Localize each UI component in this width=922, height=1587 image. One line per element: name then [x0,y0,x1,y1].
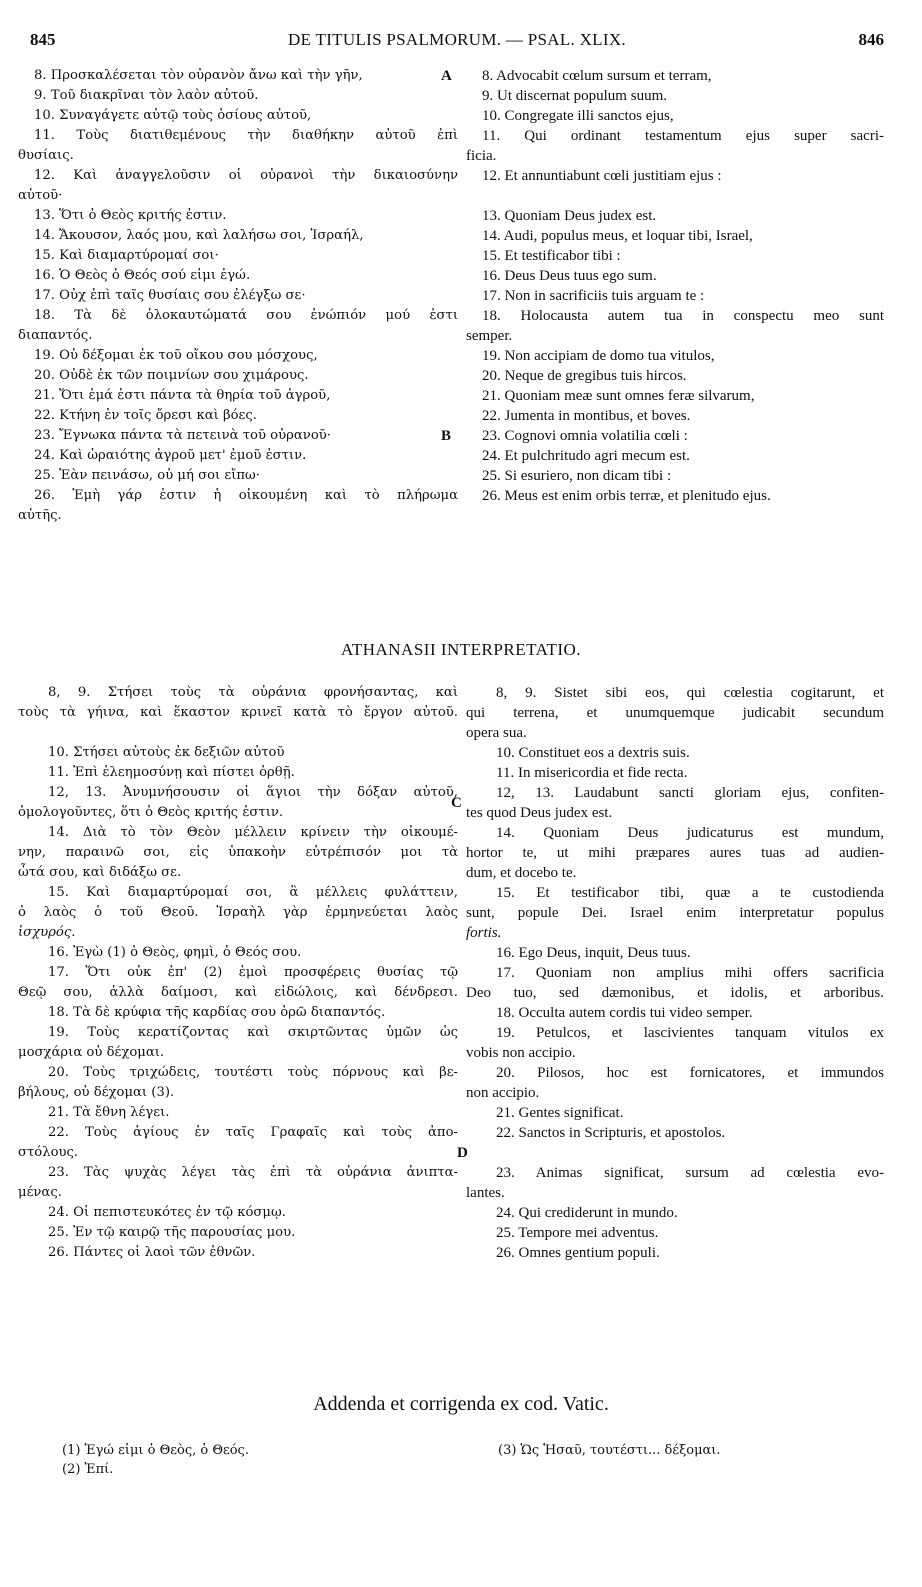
verse-line: 14. Διὰ τὸ τὸν Θεὸν μέλλειν κρίνειν τὴν οἰκουμέ- [48,825,458,840]
verse-line: vobis non accipio. [466,1045,576,1061]
verse-line: ὁμολογοῦντες, ὅτι ὁ Θεὸς κριτής ἐστιν. [18,805,284,820]
verse-line: 17. Οὐχ ἐπὶ ταῖς θυσίαις σου ἐλέγξω σε· [34,288,306,303]
verse-line: 22. Sanctos in Scripturis, et apostolos. [496,1125,726,1141]
verse-line: 19. Petulcos, et lascivientes tanquam vitulos ex [496,1025,884,1041]
verse-line: 14. Ἄκουσον, λαός μου, καὶ λαλήσω σοι, Ἰσραήλ, [34,228,364,243]
verse-line: 21. Τὰ ἔθνη λέγει. [48,1105,170,1120]
verse-line: στόλους. [18,1145,79,1160]
verse-line: 17. Quoniam non amplius mihi offers sacrificia [496,965,884,981]
verse-line: 21. Quoniam meæ sunt omnes feræ silvarum, [482,388,755,404]
verse-line: 18. Holocausta autem tua in conspectu meo sunt [482,308,884,324]
verse-line: 10. Συναγάγετε αὐτῷ τοὺς ὁσίους αὐτοῦ, [34,108,312,123]
verse-line: αὐτῆς. [18,508,62,523]
verse-line: 11. Τοὺς διατιθεμένους τὴν διαθήκην αὐτοῦ ἐπὶ [34,128,458,143]
verse-line: 26. Omnes gentium populi. [496,1245,660,1261]
margin-marker-a: A [441,68,452,84]
verse-line: 26. Πάντες οἱ λαοὶ τῶν ἐθνῶν. [48,1245,256,1260]
verse-line: αὐτοῦ· [18,188,63,203]
verse-line: 21. Ὅτι ἐμά ἐστι πάντα τὰ θηρία τοῦ ἀγροῦ, [34,388,331,403]
verse-line: non accipio. [466,1085,540,1101]
verse-line: 12, 13. Ἀνυμνήσουσιν οἱ ἅγιοι τὴν δόξαν αὐτοῦ, [48,785,458,800]
verse-line [18,723,458,743]
verse-line: 17. Ὅτι οὐκ ἐπ' (2) ἐμοὶ προσφέρεις θυσίας τῷ [48,965,458,980]
verse-line: θυσίαις. [18,148,74,163]
running-title: DE TITULIS PSALMORUM. — PSAL. XLIX. [288,30,626,49]
verse-line: 26. Meus est enim orbis terræ, et plenitudo ejus. [482,488,771,504]
verse-line: 20. Pilosos, hoc est fornicatores, et immundos [496,1065,884,1081]
margin-marker-d: D [457,1145,468,1161]
verse-line: 16. Ὁ Θεὸς ὁ Θεός σού εἰμι ἐγώ. [34,268,251,283]
verse-line: 20. Οὐδὲ ἐκ τῶν ποιμνίων σου χιμάρους. [34,368,309,383]
verse-line: βήλους, οὐ δέχομαι (3). [18,1085,175,1100]
verse-line: μοσχάρια οὐ δέχομαι. [18,1045,165,1060]
verse-line: 23. Τὰς ψυχὰς λέγει τὰς ἐπὶ τὰ οὐράνια ἀνιπτα- [48,1165,458,1180]
verse-line: 18. Τὰ δὲ κρύφια τῆς καρδίας σου ὁρῶ διαπαντός. [48,1005,386,1020]
verse-line: 16. Deus Deus tuus ego sum. [482,268,657,284]
verse-line: 8. Προσκαλέσεται τὸν οὐρανὸν ἄνω καὶ τὴν γῆν, [34,68,363,83]
verse-line: opera sua. [466,725,527,741]
verse-line: 25. Ἐν τῷ καιρῷ τῆς παρουσίας μου. [48,1225,296,1240]
margin-marker-b: B [441,428,452,444]
verse-line: 11. Ἐπὶ ἐλεημοσύνῃ καὶ πίστει ὀρθῇ. [48,765,295,780]
verse-line: qui terrena, et unumquemque judicabit secundum [466,705,884,721]
verse-line: 25. Si esuriero, non dicam tibi : [482,468,672,484]
verse-line: 11. In misericordia et fide recta. [496,765,688,781]
verse-line: dum, et docebo te. [466,865,577,881]
addenda-title: Addenda et corrigenda ex cod. Vatic. [313,1393,609,1415]
verse-line: 23. Animas significat, sursum ad cœlestia evo- [496,1165,884,1181]
page-number-left: 845 [30,30,56,49]
verse-line: 15. Et testificabor tibi, quæ a te custodienda [496,885,884,901]
verse-line: 25. Ἐὰν πεινάσω, οὐ μή σοι εἴπω· [34,468,260,483]
footnote-2: (2) Ἐπί. [62,1462,114,1477]
verse-line: 8. Advocabit cœlum sursum et terram, [482,68,712,84]
verse-line: 15. Et testificabor tibi : [482,248,621,264]
verse-line: 24. Et pulchritudo agri mecum est. [482,448,690,464]
margin-marker-c: C [451,795,462,811]
psalm-latin-column [466,66,884,506]
verse-line: ὁ λαὸς ὁ τοῦ Θεοῦ. Ἰσραὴλ γὰρ ἑρμηνεύεται λαὸς [18,905,458,920]
verse-line: 19. Non accipiam de domo tua vitulos, [482,348,715,364]
verse-line: 24. Καὶ ὡραιότης ἀγροῦ μετ' ἐμοῦ ἐστιν. [34,448,307,463]
verse-line: μένας. [18,1185,62,1200]
verse-line: 17. Non in sacrificiis tuis arguam te : [482,288,705,304]
verse-line: τοὺς τὰ γήινα, καὶ ἕκαστον κρινεῖ κατὰ τὸ ἔργον αὐτοῦ. [18,705,458,720]
footnote-3: (3) Ὡς Ἡσαῦ, τουτέστι... δέξομαι. [498,1443,721,1458]
verse-line: 19. Οὐ δέξομαι ἐκ τοῦ οἴκου σου μόσχους, [34,348,318,363]
verse-line: διαπαντός. [18,328,93,343]
verse-line: 15. Καὶ διαμαρτύρομαί σοι· [34,248,219,263]
verse-line: ὦτά σου, καὶ διδάξω σε. [18,865,182,880]
verse-line: ficia. [466,148,497,164]
verse-line: νην, παραινῶ σοι, εἰς ὑπακοὴν εὐτρέπισόν μοι τὰ [18,845,458,860]
verse-line: 13. Ὅτι ὁ Θεὸς κριτής ἐστιν. [34,208,227,223]
verse-line: 26. Ἐμὴ γάρ ἐστιν ἡ οἰκουμένη καὶ τὸ πλήρωμα [34,488,458,503]
interpretation-latin-column [466,683,884,1263]
verse-line: 18. Occulta autem cordis tui video semper. [496,1005,753,1021]
verse-line: sunt, popule Dei. Israel enim interpretatur populus [466,905,884,921]
verse-line: 21. Gentes significat. [496,1105,624,1121]
verse-line: 25. Tempore mei adventus. [496,1225,659,1241]
verse-line: 14. Audi, populus meus, et loquar tibi, Israel, [482,228,753,244]
verse-line: 18. Τὰ δὲ ὁλοκαυτώματά σου ἐνώπιόν μού ἐστι [34,308,458,323]
verse-line: 23. Cognovi omnia volatilia cœli : [482,428,688,444]
verse-line: lantes. [466,1185,505,1201]
verse-line: semper. [466,328,513,344]
verse-line: 10. Στήσει αὐτοὺς ἐκ δεξιῶν αὐτοῦ [48,745,285,760]
verse-line: 9. Ut discernat populum suum. [482,88,667,104]
footnote-1: (1) Ἐγώ εἰμι ὁ Θεὸς, ὁ Θεός. [62,1443,249,1458]
verse-line: 10. Congregate illi sanctos ejus, [482,108,674,124]
verse-line: 11. Qui ordinant testamentum ejus super sacri- [482,128,884,144]
verse-line: 12. Et annuntiabunt cœli justitiam ejus : [482,168,722,184]
verse-line: 10. Constituet eos a dextris suis. [496,745,690,761]
verse-line: 24. Qui crediderunt in mundo. [496,1205,678,1221]
section-title: ATHANASII INTERPRETATIO. [340,640,582,659]
verse-line: 23. Ἔγνωκα πάντα τὰ πετεινὰ τοῦ οὐρανοῦ· [34,428,331,443]
verse-line: 20. Τοὺς τριχώδεις, τουτέστι τοὺς πόρνους καὶ βε- [48,1065,458,1080]
verse-line: 20. Neque de gregibus tuis hircos. [482,368,687,384]
verse-line: tes quod Deus judex est. [466,805,613,821]
verse-line: 19. Τοὺς κερατίζοντας καὶ σκιρτῶντας ὑμῶν ὡς [48,1025,458,1040]
verse-line: 8, 9. Στήσει τοὺς τὰ οὐράνια φρονήσαντας, καὶ [48,685,458,700]
psalm-greek-column [18,66,458,526]
verse-line: fortis. [466,925,502,941]
verse-line: 8, 9. Sistet sibi eos, qui cœlestia cogitarunt, et [496,685,884,701]
verse-line: 9. Τοῦ διακρῖναι τὸν λαὸν αὐτοῦ. [34,88,259,103]
verse-line: 24. Οἱ πεπιστευκότες ἐν τῷ κόσμῳ. [48,1205,286,1220]
verse-line: 16. Ἐγὼ (1) ὁ Θεὸς, φημὶ, ὁ Θεός σου. [48,945,302,960]
verse-line: 14. Quoniam Deus judicaturus est mundum, [496,825,884,841]
verse-line: 12, 13. Laudabunt sancti gloriam ejus, confiten- [496,785,884,801]
verse-line: 12. Καὶ ἀναγγελοῦσιν οἱ οὐρανοὶ τὴν δικαιοσύνην [34,168,458,183]
verse-line: 15. Καὶ διαμαρτύρομαί σοι, ἃ μέλλεις φυλάττειν, [48,885,458,900]
page-number-right: 846 [858,30,884,49]
verse-line: Θεῷ σου, ἀλλὰ δαίμοσι, καὶ εἰδώλοις, καὶ δένδρεσι. [18,985,458,1000]
verse-line: 22. Κτήνη ἐν τοῖς ὄρεσι καὶ βόες. [34,408,257,423]
verse-line: hortor te, ut mihi præpares aures tuas ad audien- [466,845,884,861]
verse-line: 22. Jumenta in montibus, et boves. [482,408,691,424]
running-header [30,30,884,54]
verse-line: ἰσχυρός. [18,925,76,940]
verse-line: 16. Ego Deus, inquit, Deus tuus. [496,945,691,961]
verse-line [466,186,884,206]
interpretation-greek-column [18,683,458,1263]
verse-line [466,1143,884,1163]
verse-line: 22. Τοὺς ἁγίους ἐν ταῖς Γραφαῖς καὶ τοὺς ἀπο- [48,1125,458,1140]
verse-line: Deo tuo, sed dæmonibus, et idolis, et arboribus. [466,985,884,1001]
verse-line: 13. Quoniam Deus judex est. [482,208,657,224]
